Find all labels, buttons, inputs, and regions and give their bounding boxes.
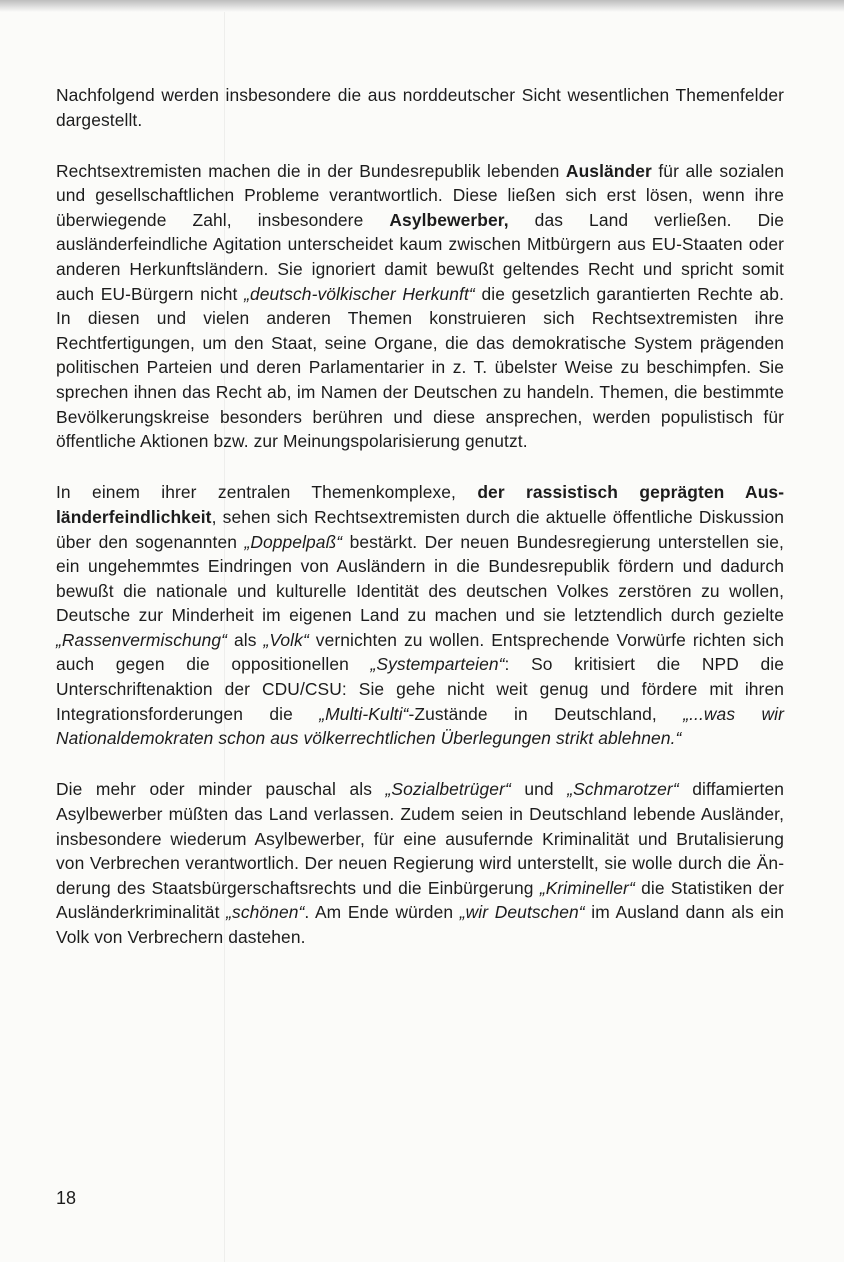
emphasis-italic: „Rassenvermischung“ (56, 629, 228, 650)
paragraph-auslaender (56, 159, 784, 454)
text-run: vernichten zu wollen. Entsprechende Vorwürfe richten sich auch gegen die oppositionellen (56, 629, 784, 675)
text-run: die Statistiken der Ausländerkriminalität (56, 877, 784, 923)
text-run: die gesetzlich garantierten Rechte ab. In diesen und vielen anderen Themen konstruieren sich Rechtsextremisten ihre Rechtfertigungen, um den Staat, seine Organe, die das demokratische System prägenden politischen Parteien und deren Parlamentarier in z. T. übelster Weise zu beschimpfen. Sie sprechen ihnen das Recht ab, im Namen der Deutschen zu handeln. Themen, die bestimmte Bevölkerungskreise besonders berühren und diese ansprechen, werden populistisch für öffentliche Aktionen bzw. zur Meinungspolarisierung genutzt. (56, 283, 785, 452)
text-run: bestärkt. Der neuen Bundesregierung unterstellen sie, ein ungehemmtes Eindringen von Ausländern in die Bundesrepublik fördern und dadurch bewußt die nationale und kulturelle Identität des deutschen Volkes zerstören zu wollen, Deutsche zur Minderheit im eigenen Land zu machen und sie letztendlich durch gezielte (56, 531, 784, 626)
paragraph-intro (56, 83, 784, 132)
emphasis-italic: „Sozialbetrüger“ (385, 779, 511, 800)
text-run: das Land verließen. Die ausländerfeindliche Agitation unterscheidet kaum zwischen Mitbürgern aus EU-Staaten oder anderen Herkunftsländern. Sie ignoriert damit bewußt geltendes Recht und spricht somit auch EU-Bürgern nicht (56, 209, 784, 304)
text-run: als (227, 629, 264, 650)
text-run: Die mehr oder minder pauschal als (56, 779, 386, 800)
paragraph-doppelpass (56, 480, 784, 751)
page-number: 18 (56, 1188, 77, 1208)
text-run: , sehen sich Rechtsextremisten durch die aktuelle öffentliche Diskussion über den sogenannten (56, 506, 784, 552)
emphasis-italic: „...was wir Nationaldemokraten schon aus völkerrechtlichen Überlegungen strikt ablehnen.“ (56, 703, 784, 749)
text-run: Nachfolgend werden insbesondere die aus norddeutscher Sicht wesentlichen Themenfelder dargestellt. (56, 85, 784, 130)
document-page (56, 83, 784, 976)
text-run: -Zustände in Deutschland, (408, 703, 684, 724)
scan-top-edge (0, 0, 844, 12)
emphasis-italic: „Doppelpaß“ (244, 531, 343, 552)
emphasis-italic: „schönen“ (226, 902, 305, 923)
emphasis-bold: der rassistisch geprägten Ausländerfeindlichkeit (56, 482, 785, 527)
paragraph-asylbewerber (56, 777, 784, 949)
emphasis-italic: „Krimineller“ (539, 877, 635, 898)
emphasis-italic: „Systemparteien“ (370, 654, 505, 675)
emphasis-italic: „Volk“ (263, 629, 309, 650)
emphasis-bold: Ausländer (565, 160, 652, 181)
text-run: : So kritisiert die NPD die Unterschriftenaktion der CDU/CSU: Sie gehe nicht weit genug und fördere mit ihren Integrationsforderungen die (56, 654, 784, 724)
text-run: . Am Ende würden (304, 902, 460, 923)
emphasis-italic: „deutsch-völkischer Herkunft“ (244, 283, 475, 304)
text-run: und (510, 779, 568, 800)
text-run: In einem ihrer zentralen Themenkomplexe, (56, 482, 478, 503)
text-run: im Ausland dann als ein Volk von Verbrechern dastehen. (56, 902, 785, 947)
text-run: diffamierten Asylbewerber müßten das Land verlassen. Zudem seien in Deutschland lebende Ausländer, insbesondere wiederum Asylbewerber, für eine ausufernde Kriminalität und Brutalisierung von Verbrechen verantwortlich. Der neuen Regierung wird unterstellt, sie wolle durch die Änderung des Staatsbürgerschaftsrechts und die Einbürgerung (56, 779, 784, 898)
text-run: für alle sozialen und gesellschaftlichen Probleme verantwortlich. Diese ließen sich erst lösen, wenn ihre überwiegende Zahl, insbesondere (56, 160, 785, 230)
emphasis-italic: „Schmarotzer“ (567, 779, 679, 800)
emphasis-italic: „Multi-Kulti“ (319, 703, 409, 724)
emphasis-italic: „wir Deutschen“ (459, 902, 585, 923)
text-run: Rechtsextremisten machen die in der Bundesrepublik lebenden (56, 160, 566, 181)
emphasis-bold: Asylbewerber, (389, 209, 509, 230)
